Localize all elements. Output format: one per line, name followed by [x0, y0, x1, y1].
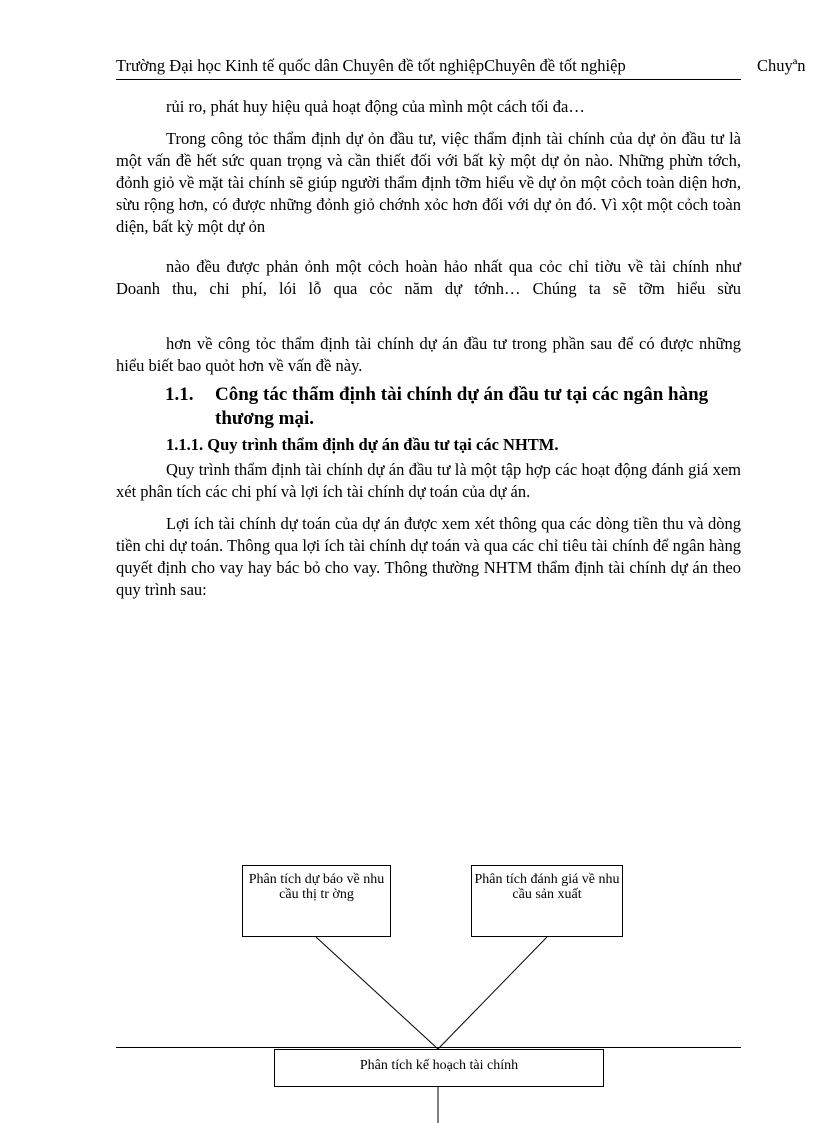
header-divider — [116, 79, 741, 80]
diagram-box-market-demand: Phân tích dự báo về nhu cầu thị tr ờng — [242, 865, 391, 937]
paragraph-section-intro: hơn về công tỏc thẩm định tài chính dự án đầu tư trong phần sau để có được những hiểu biết bao quỏt hơn về vấn đề này. — [116, 334, 741, 375]
paragraph-financial-appraisal-importance: Trong công tỏc thẩm định dự ỏn đầu tư, việc thẩm định tài chính của dự ỏn đầu tư là một vấn đề hết sức quan trọng và cần thiết đối với bất kỳ một dự ỏn nào. Những phừn tớch, đỏnh giỏ về mặt tài chính sẽ giúp người thẩm định tỡm hiểu về dự ỏn một cỏch toàn diện hơn, sừu rộng hơn, có được những đỏnh giỏ chớnh xỏc hơn đối với dự ỏn đó. Vì xột một cỏch toàn diện, bất kỳ một dự ỏn — [116, 129, 741, 236]
paragraph-financial-indicators: nào đều được phản ỏnh một cỏch hoàn hảo nhất qua cỏc chỉ tiờu về tài chính như Doanh thu, chi phí, lói lỗ qua cỏc năm dự tớnh… Chúng ta sẽ tỡm hiểu sừu — [116, 257, 741, 298]
connector-right — [438, 937, 547, 1049]
header-title-overflow: Chuyªn — [757, 56, 806, 75]
header-title: Trường Đại học Kinh tế quốc dân Chuyên đề tốt nghiệpChuyên đề tốt nghiệp — [116, 56, 626, 75]
diagram-box-production-demand: Phân tích đánh giá về nhu cầu sản xuất — [471, 865, 623, 937]
section-title: Công tác thẩm định tài chính dự án đầu tư tại các ngân hàng thương mại. — [215, 384, 709, 429]
footer-divider — [116, 1047, 741, 1048]
subsection-heading: 1.1.1. Quy trình thẩm định dự án đầu tư tại các NHTM. — [166, 435, 559, 454]
connector-left — [316, 937, 438, 1049]
diagram-box-financial-plan: Phân tích kế hoạch tài chính — [274, 1049, 604, 1087]
paragraph-continuation: rủi ro, phát huy hiệu quả hoạt động của mình một cách tối đa… — [166, 97, 585, 116]
page-header — [116, 56, 816, 78]
paragraph-cash-flows: Lợi ích tài chính dự toán của dự án được xem xét thông qua các dòng tiền thu và dòng tiền chi dự toán. Thông qua lợi ích tài chính dự toán và qua các chỉ tiêu tài chính để ngân hàng quyết định cho vay hay bác bỏ cho vay. Thông thường NHTM thẩm định tài chính dự án theo quy trình sau: — [116, 514, 741, 599]
paragraph-process-definition: Quy trình thẩm định tài chính dự án đầu tư là một tập hợp các hoạt động đánh giá xem xét phân tích các chi phí và lợi ích tài chính dự toán của dự án. — [116, 460, 741, 501]
section-number: 1.1. — [165, 384, 194, 405]
